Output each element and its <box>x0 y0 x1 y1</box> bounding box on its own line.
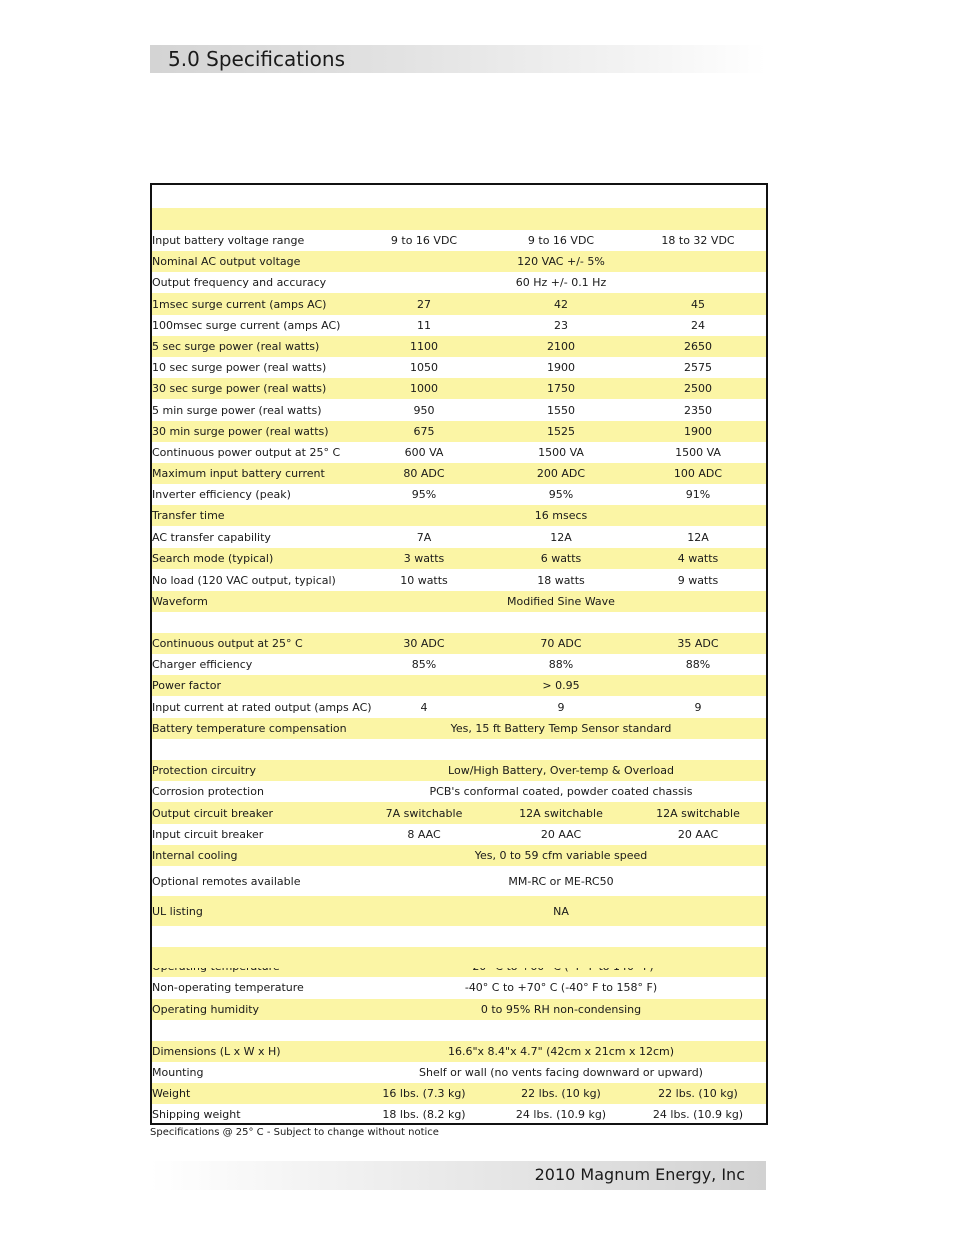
spec-value-model-1: 9 to 16 VDC <box>390 234 458 247</box>
spec-value-model-3: 22 lbs. (10 kg) <box>658 1087 738 1100</box>
spec-row <box>152 442 766 463</box>
spec-value-all-models: PCB's conformal coated, powder coated chassis <box>429 785 693 798</box>
footer-bar <box>150 1161 766 1190</box>
spec-spacer-row <box>152 208 766 230</box>
spec-value-all-models: Yes, 15 ft Battery Temp Sensor standard <box>450 722 672 735</box>
spec-spacer-row <box>152 947 766 968</box>
spec-row <box>152 824 766 845</box>
spec-label: Shipping weight <box>152 1108 241 1121</box>
spec-label: 30 sec surge power (real watts) <box>152 382 327 395</box>
spec-label: 100msec surge current (amps AC) <box>152 319 341 332</box>
spec-label: Internal cooling <box>152 849 238 862</box>
spec-label: Continuous power output at 25° C <box>152 446 341 459</box>
spec-label: Dimensions (L x W x H) <box>152 1045 281 1058</box>
spec-value-model-2: 12A switchable <box>519 806 603 820</box>
spec-label: Corrosion protection <box>152 785 264 798</box>
spec-row <box>152 1062 766 1083</box>
spec-row <box>152 251 766 272</box>
spec-row <box>152 315 766 336</box>
spec-value-model-2: 2100 <box>547 340 575 353</box>
spec-value-model-2: 9 to 16 VDC <box>527 234 595 247</box>
spec-value-model-2: 9 <box>557 700 565 714</box>
spec-row <box>152 463 766 484</box>
spec-row <box>152 866 766 896</box>
spec-label: AC transfer capability <box>152 530 271 544</box>
spec-value-model-1: 8 AAC <box>407 828 441 841</box>
spec-value-model-1: 27 <box>417 297 431 311</box>
spec-label: Input battery voltage range <box>152 234 305 247</box>
spec-label: Charger efficiency <box>152 658 253 671</box>
spec-row <box>152 760 766 781</box>
spec-value-model-3: 24 <box>691 319 705 332</box>
spec-row <box>152 569 766 591</box>
spec-row <box>152 526 766 548</box>
spec-value-model-2: 18 watts <box>537 573 585 587</box>
spec-value-model-2: 70 ADC <box>540 637 582 650</box>
spec-label: No load (120 VAC output, typical) <box>152 573 336 587</box>
spec-value-model-2: 24 lbs. (10.9 kg) <box>515 1108 607 1121</box>
spec-spacer-row <box>152 739 766 760</box>
spec-value-model-3: 4 watts <box>677 552 719 565</box>
spec-row <box>152 230 766 251</box>
footer-company: 2010 Magnum Energy, Inc <box>534 1165 745 1184</box>
spec-value-model-3: 100 ADC <box>673 467 723 480</box>
spec-value-model-2: 200 ADC <box>536 467 586 480</box>
specifications-table <box>150 183 768 1125</box>
spec-spacer-row <box>152 612 766 633</box>
spec-label: 5 min surge power (real watts) <box>152 403 322 417</box>
spec-value-model-1: 1050 <box>410 361 438 374</box>
spec-value-model-1: 1100 <box>410 340 438 353</box>
spec-value-all-models: NA <box>553 904 569 918</box>
spec-value-model-1: 10 watts <box>400 573 448 587</box>
spec-row <box>152 654 766 675</box>
spec-value-model-1: 600 VA <box>404 446 444 459</box>
spec-value-model-3: 35 ADC <box>677 637 719 650</box>
spec-value-all-models: 60 Hz +/- 0.1 Hz <box>515 276 607 289</box>
spec-value-all-models: MM-RC or ME-RC50 <box>508 874 614 888</box>
spec-label: Maximum input battery current <box>152 467 325 480</box>
spec-value-all-models: > 0.95 <box>542 679 580 692</box>
spec-row <box>152 845 766 866</box>
spec-label: Search mode (typical) <box>152 552 274 565</box>
spec-row <box>152 781 766 802</box>
spec-label: Output frequency and accuracy <box>152 276 327 289</box>
spec-spacer-row <box>152 185 766 208</box>
spec-row <box>152 293 766 315</box>
specifications-footnote: Specifications @ 25° C - Subject to change without notice <box>150 1127 439 1138</box>
spec-value-model-1: 1000 <box>410 382 438 395</box>
spec-row <box>152 336 766 357</box>
spec-value-model-1: 7A switchable <box>385 806 463 820</box>
spec-value-model-1: 11 <box>417 319 431 332</box>
spec-value-model-1: 950 <box>413 403 435 417</box>
spec-value-model-1: 18 lbs. (8.2 kg) <box>382 1108 466 1121</box>
spec-label: Operating humidity <box>152 1003 260 1016</box>
spec-row <box>152 675 766 696</box>
spec-row <box>152 696 766 718</box>
spec-value-all-models: Modified Sine Wave <box>507 595 615 608</box>
spec-value-model-3: 2350 <box>684 403 712 417</box>
spec-value-model-1: 85% <box>411 658 437 671</box>
spec-label: Power factor <box>152 679 221 692</box>
spec-label: Optional remotes available <box>152 874 301 888</box>
spec-value-model-1: 95% <box>411 488 437 501</box>
spec-value-model-3: 20 AAC <box>677 828 719 841</box>
spec-row <box>152 718 766 739</box>
spec-row <box>152 378 766 399</box>
spec-value-model-2: 1900 <box>547 361 575 374</box>
spec-row <box>152 548 766 569</box>
spec-value-model-1: 30 ADC <box>403 637 445 650</box>
spec-value-model-1: 16 lbs. (7.3 kg) <box>382 1087 466 1100</box>
spec-row <box>152 357 766 378</box>
spec-label: Battery temperature compensation <box>152 722 347 735</box>
spec-label: Inverter efficiency (peak) <box>152 488 291 501</box>
spec-row <box>152 272 766 293</box>
spec-value-model-3: 1500 VA <box>675 446 721 459</box>
spec-value-model-2: 95% <box>548 488 574 501</box>
spec-value-model-2: 1500 VA <box>538 446 584 459</box>
spec-value-model-2: 1750 <box>547 382 575 395</box>
spec-label: Waveform <box>152 595 208 608</box>
spec-label: UL listing <box>152 904 203 918</box>
spec-row <box>152 505 766 526</box>
spec-value-model-3: 12A switchable <box>656 806 740 820</box>
spec-value-model-3: 91% <box>685 488 711 501</box>
spec-value-model-2: 1525 <box>547 425 575 438</box>
spec-value-model-3: 2650 <box>684 340 712 353</box>
spec-value-model-2: 23 <box>554 319 568 332</box>
spec-label: Transfer time <box>152 509 225 522</box>
spec-value-model-3: 9 <box>694 700 702 714</box>
spec-label: 10 sec surge power (real watts) <box>152 361 327 374</box>
spec-value-all-models: Low/High Battery, Over-temp & Overload <box>448 764 674 777</box>
spec-label: 5 sec surge power (real watts) <box>152 340 320 353</box>
spec-row <box>152 591 766 612</box>
spec-label: Non-operating temperature <box>152 981 304 994</box>
spec-value-all-models: -40° C to +70° C (-40° F to 158° F) <box>464 981 658 994</box>
section-title-bar <box>150 45 766 73</box>
spec-spacer-row <box>152 1020 766 1041</box>
spec-value-model-1: 4 <box>420 700 428 714</box>
spec-value-model-2: 88% <box>548 658 574 671</box>
spec-value-model-3: 24 lbs. (10.9 kg) <box>652 1108 744 1121</box>
spec-value-model-2: 12A <box>550 530 572 544</box>
spec-label: 1msec surge current (amps AC) <box>152 297 327 311</box>
spec-row <box>152 1083 766 1104</box>
spec-row <box>152 896 766 926</box>
spec-value-model-2: 20 AAC <box>540 828 582 841</box>
spec-value-all-models: 120 VAC +/- 5% <box>517 255 605 268</box>
spec-value-model-1: 3 watts <box>403 552 445 565</box>
spec-label: Input current at rated output (amps AC) <box>152 700 372 714</box>
spec-value-model-2: 22 lbs. (10 kg) <box>521 1087 601 1100</box>
spec-row <box>152 399 766 421</box>
spec-row <box>152 1041 766 1062</box>
spec-value-all-models: Shelf or wall (no vents facing downward or upward) <box>419 1066 703 1079</box>
spec-label: Output circuit breaker <box>152 806 274 820</box>
spec-value-model-3: 12A <box>687 530 709 544</box>
spec-value-model-3: 2575 <box>684 361 712 374</box>
spec-value-all-models: 16 msecs <box>534 509 588 522</box>
spec-value-model-1: 7A <box>416 530 432 544</box>
spec-value-model-3: 2500 <box>684 382 712 395</box>
spec-label: Protection circuitry <box>152 764 256 777</box>
spec-row <box>152 1104 766 1125</box>
spec-value-all-models: Yes, 0 to 59 cfm variable speed <box>474 849 648 862</box>
spec-row <box>152 484 766 505</box>
spec-label: Nominal AC output voltage <box>152 255 301 268</box>
spec-value-model-3: 88% <box>685 658 711 671</box>
spec-value-model-3: 9 watts <box>677 573 719 587</box>
spec-row <box>152 999 766 1020</box>
spec-spacer-row <box>152 926 766 947</box>
spec-value-model-3: 18 to 32 VDC <box>661 234 735 247</box>
spec-value-model-3: 1900 <box>684 425 712 438</box>
spec-row <box>152 977 766 998</box>
spec-value-all-models: 0 to 95% RH non-condensing <box>480 1003 642 1016</box>
spec-label: Weight <box>152 1087 191 1100</box>
spec-label: Mounting <box>152 1066 204 1079</box>
spec-value-model-2: 42 <box>554 297 568 311</box>
spec-row <box>152 421 766 442</box>
page-title: 5.0 Specifications <box>168 47 345 71</box>
spec-row <box>152 802 766 824</box>
spec-row <box>152 633 766 654</box>
spec-value-model-1: 80 ADC <box>403 467 445 480</box>
spec-value-model-1: 675 <box>413 425 435 438</box>
spec-label: Continuous output at 25° C <box>152 637 303 650</box>
spec-label: Input circuit breaker <box>152 828 264 841</box>
spec-value-model-3: 45 <box>691 297 705 311</box>
spec-value-model-2: 1550 <box>547 403 575 417</box>
spec-value-model-2: 6 watts <box>540 552 582 565</box>
spec-label: 30 min surge power (real watts) <box>152 425 329 438</box>
spec-value-all-models: 16.6"x 8.4"x 4.7" (42cm x 21cm x 12cm) <box>447 1045 675 1058</box>
